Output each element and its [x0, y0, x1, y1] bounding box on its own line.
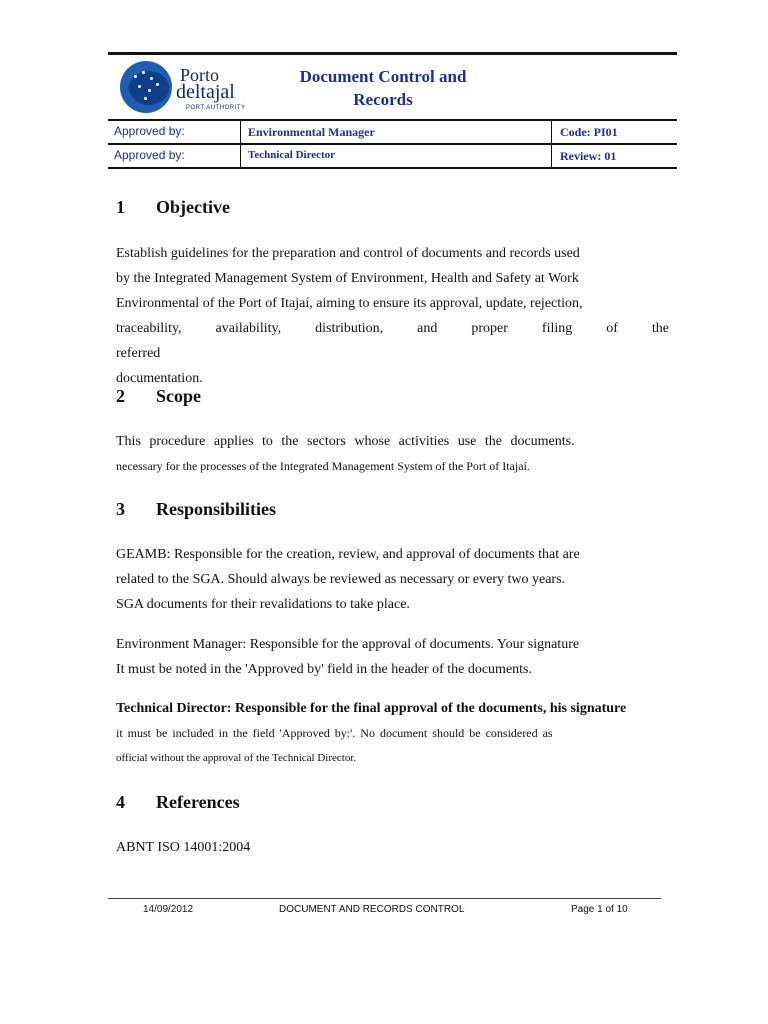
text-line: it must be included in the field 'Approved by:'. No document should be considered as [116, 726, 553, 740]
globe-icon [120, 61, 172, 113]
geamb-paragraph [116, 542, 669, 617]
footer-document-name: DOCUMENT AND RECORDS CONTROL [279, 904, 465, 915]
environment-manager-paragraph [116, 632, 669, 682]
text-line: Establish guidelines for the preparation and control of documents and records used [116, 246, 580, 261]
scope-paragraph [116, 429, 669, 479]
technical-director-paragraph [116, 696, 669, 771]
text-line: Environmental of the Port of Itajaí, aiming to ensure its approval, update, rejection, [116, 296, 583, 311]
text-line: traceability, availability, distribution, and proper filing of the referred [116, 321, 669, 361]
approver-name: Technical Director [248, 149, 336, 161]
text-line: documentation. [116, 371, 203, 386]
document-header [108, 52, 677, 169]
section-heading-references [116, 792, 240, 813]
header-approval-row-1 [108, 121, 677, 145]
text-line: SGA documents for their revalidations to take place. [116, 597, 410, 612]
header-title-row [108, 52, 677, 121]
text-line: official without the approval of the Technical Director. [116, 752, 357, 764]
text-line: GEAMB: Responsible for the creation, review, and approval of documents that are [116, 547, 580, 562]
section-number: 4 [116, 792, 125, 812]
document-code: Code: PI01 [560, 125, 618, 139]
text-line: Environment Manager: Responsible for the approval of documents. Your signature [116, 637, 580, 652]
footer-date: 14/09/2012 [143, 904, 194, 915]
document-title-line-2: Records [353, 90, 413, 109]
approved-by-label: Approved by: [114, 148, 185, 162]
references-paragraph [116, 835, 669, 860]
footer-divider [108, 898, 661, 899]
text-line: related to the SGA. Should always be reviewed as necessary or every two years. [116, 572, 566, 587]
section-number: 1 [116, 197, 125, 217]
logo-text-deltajal: deltajal [176, 81, 235, 103]
porto-itajai-logo [120, 61, 250, 117]
section-title: References [156, 792, 240, 812]
document-title-line-1: Document Control and [299, 67, 467, 86]
text-line: by the Integrated Management System of Environment, Health and Safety at Work [116, 271, 579, 286]
approver-name: Environmental Manager [248, 125, 375, 139]
document-title [248, 65, 518, 111]
text-line: It must be noted in the 'Approved by' field in the header of the documents. [116, 662, 532, 677]
logo-text-port-authority: PORT AUTHORITY [186, 105, 246, 111]
objective-paragraph [116, 241, 669, 391]
section-heading-responsibilities [116, 499, 276, 520]
footer-page-number: Page 1 of 10 [571, 904, 628, 915]
text-line: necessary for the processes of the Integrated Management System of the Port of Itajaí. [116, 459, 530, 473]
section-number: 2 [116, 386, 125, 406]
section-title: Objective [156, 197, 230, 217]
section-title: Scope [156, 386, 201, 406]
section-number: 3 [116, 499, 125, 519]
approved-by-label: Approved by: [114, 124, 185, 138]
document-review: Review: 01 [560, 149, 617, 163]
text-line: Technical Director: Responsible for the final approval of the documents, his signature [116, 701, 627, 716]
section-heading-objective [116, 197, 230, 218]
header-approval-row-2 [108, 145, 677, 169]
logo-text-porto: Porto [180, 65, 220, 85]
text-line: This procedure applies to the sectors whose activities use the documents. [116, 434, 575, 449]
reference-item: ABNT ISO 14001:2004 [116, 840, 251, 855]
section-title: Responsibilities [156, 499, 277, 519]
section-heading-scope [116, 386, 201, 407]
